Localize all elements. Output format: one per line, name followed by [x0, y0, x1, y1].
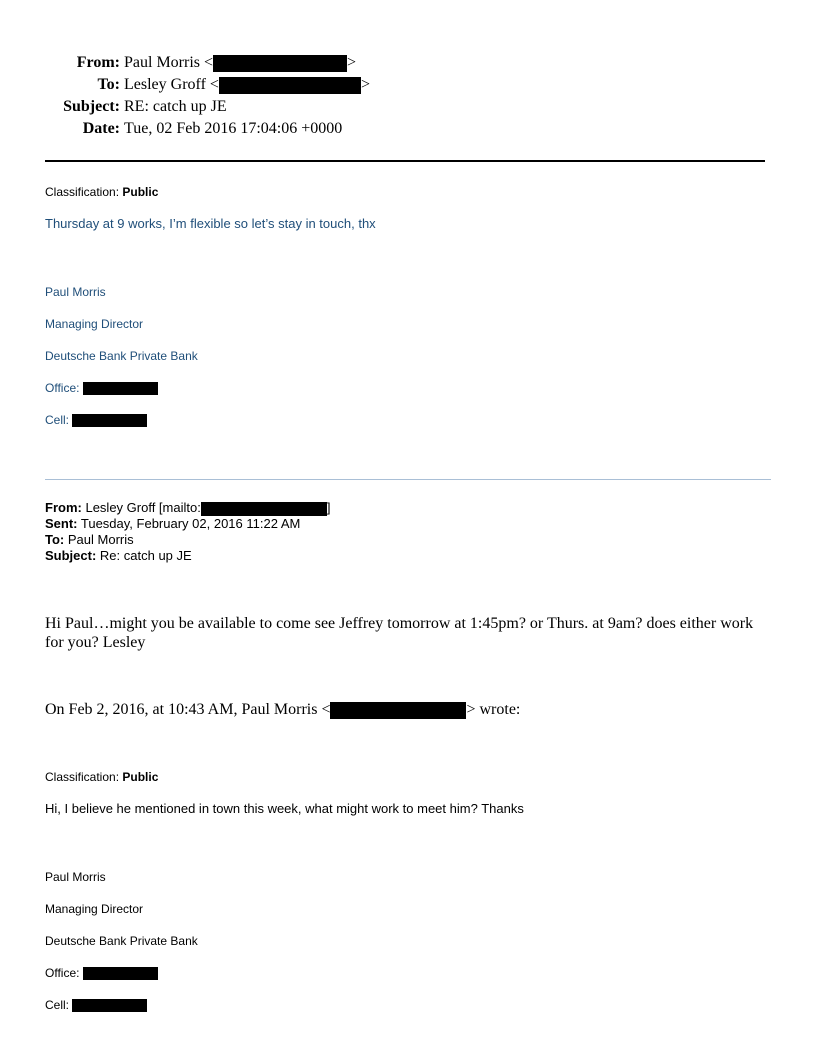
- header-to-row: [0, 74, 816, 96]
- quote-body: Hi, I believe he mentioned in town this week, what might work to meet him? Thanks: [45, 801, 524, 816]
- quote-signature-office-label: Office:: [45, 966, 80, 980]
- header-to-name: Lesley Groff: [124, 76, 206, 93]
- header-from-value: [124, 52, 356, 74]
- header-to-open: <: [209, 76, 219, 93]
- quoted-sent-row: [45, 516, 300, 532]
- quoted-to-value: Paul Morris: [67, 532, 134, 547]
- redaction-block: [72, 999, 147, 1012]
- signature-office: [45, 381, 158, 395]
- quote-signature-cell: [45, 998, 147, 1012]
- header-date-row: [0, 118, 816, 140]
- quote-signature-office: [45, 966, 158, 980]
- header-divider: [45, 160, 765, 162]
- classification-line: [45, 185, 158, 199]
- quote-signature-company: Deutsche Bank Private Bank: [45, 934, 198, 948]
- header-subject-label: Subject:: [63, 98, 120, 115]
- signature-office-label: Office:: [45, 381, 80, 395]
- redaction-block: [219, 77, 361, 94]
- header-to-label: To:: [97, 76, 120, 93]
- header-date-value: Tue, 02 Feb 2016 17:04:06 +0000: [124, 120, 343, 137]
- quoted-from-row: [45, 500, 330, 516]
- header-from-close: >: [347, 54, 357, 71]
- redaction-block: [201, 502, 327, 516]
- quote-signature-name: Paul Morris: [45, 870, 106, 884]
- classification-value: Public: [122, 185, 159, 199]
- quote-classification-label: Classification:: [45, 770, 120, 784]
- quote-signature-title: Managing Director: [45, 902, 144, 916]
- quoted-from-label: From:: [45, 500, 82, 515]
- reply-divider: [45, 479, 771, 480]
- header-subject-value: RE: catch up JE: [124, 98, 227, 115]
- redaction-block: [83, 967, 158, 980]
- header-from-row: [0, 52, 816, 74]
- signature-cell: [45, 413, 147, 427]
- quote-classification-line: [45, 770, 158, 784]
- header-to-value: [124, 74, 370, 96]
- signature-title: Managing Director: [45, 317, 144, 331]
- signature-name: Paul Morris: [45, 285, 106, 299]
- quote-signature-cell-label: Cell:: [45, 998, 70, 1012]
- quote-intro-after: > wrote:: [466, 701, 521, 718]
- quoted-subject-label: Subject:: [45, 548, 97, 563]
- redaction-block: [330, 702, 466, 719]
- message-body: Thursday at 9 works, I’m flexible so let’s stay in touch, thx: [45, 216, 376, 231]
- quote-intro: [45, 700, 520, 719]
- quoted-to-row: [45, 532, 134, 548]
- quoted-from-value: Lesley Groff [mailto:: [85, 500, 201, 515]
- header-date-label: Date:: [82, 120, 120, 137]
- message2-body-line2: for you? Lesley: [45, 634, 146, 651]
- header-to-close: >: [360, 76, 370, 93]
- quoted-subject-value: Re: catch up JE: [99, 548, 192, 563]
- redaction-block: [83, 382, 158, 395]
- header-subject-row: [0, 96, 816, 118]
- classification-label: Classification:: [45, 185, 120, 199]
- quoted-sent-label: Sent:: [45, 516, 78, 531]
- redaction-block: [72, 414, 147, 427]
- quoted-subject-row: [45, 548, 192, 564]
- header-from-label: From:: [76, 54, 120, 71]
- quoted-sent-value: Tuesday, February 02, 2016 11:22 AM: [80, 516, 301, 531]
- header-from-open: <: [204, 54, 214, 71]
- quoted-from-close: ]: [326, 500, 331, 515]
- header-from-name: Paul Morris: [124, 54, 200, 71]
- message2-body-line1: Hi Paul…might you be available to come see Jeffrey tomorrow at 1:45pm? or Thurs. at 9am? does either work: [45, 615, 754, 632]
- quote-intro-before: On Feb 2, 2016, at 10:43 AM, Paul Morris <: [45, 701, 331, 718]
- signature-company: Deutsche Bank Private Bank: [45, 349, 198, 363]
- redaction-block: [213, 55, 347, 72]
- signature-cell-label: Cell:: [45, 413, 70, 427]
- quote-classification-value: Public: [122, 770, 159, 784]
- quoted-to-label: To:: [45, 532, 65, 547]
